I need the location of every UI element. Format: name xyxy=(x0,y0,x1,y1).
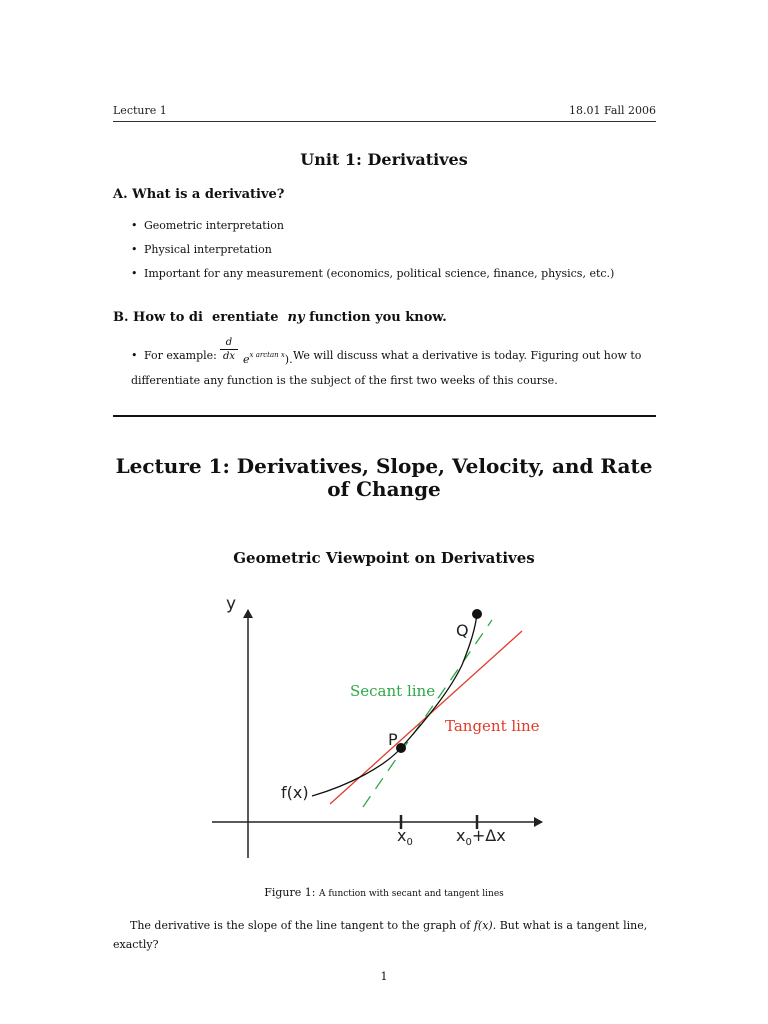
caption-text: A function with secant and tangent lines xyxy=(318,889,504,899)
example-rest: We will discuss what a derivative is today. Figuring out how to xyxy=(293,349,642,362)
section-b-heading xyxy=(113,310,447,325)
expr-close: ). xyxy=(284,353,293,366)
lecture-title: Lecture 1: Derivatives, Slope, Velocity, and Rate of Change xyxy=(115,454,653,501)
unit-title: Unit 1: Derivatives xyxy=(300,150,468,169)
page-number: 1 xyxy=(380,970,388,983)
header-right: 18.01 Fall 2006 xyxy=(569,104,656,117)
para-part-1: The derivative is the slope of the line tangent to the graph of xyxy=(130,919,474,932)
x0-base: x xyxy=(397,826,407,845)
header-left: Lecture 1 xyxy=(113,104,167,117)
x0-sub: 0 xyxy=(406,837,413,849)
section-b-heading-start: B. How to di erentiate xyxy=(113,310,288,325)
example-lead: • For example: xyxy=(144,349,217,362)
x0-dx-label xyxy=(456,826,506,848)
expr-base: e xyxy=(243,353,250,366)
list-item: • Geometric interpretation xyxy=(113,216,614,240)
section-b-heading-end: function you know. xyxy=(304,310,447,325)
section-a-heading: A. What is a derivative? xyxy=(113,187,285,202)
para-part-2: . But what is a tangent line, exactly? xyxy=(113,919,648,951)
list-item: • Important for any measurement (economics, political science, finance, physics, etc.) xyxy=(113,264,614,288)
x0-label xyxy=(397,826,413,848)
list-item: • Physical interpretation xyxy=(113,240,614,264)
y-axis-label: y xyxy=(226,594,237,614)
section-divider xyxy=(113,415,656,417)
x0dx-rest: +Δx xyxy=(471,826,506,845)
p-label: P xyxy=(388,730,398,749)
derivative-figure xyxy=(200,590,560,870)
figure-heading: Geometric Viewpoint on Derivatives xyxy=(233,549,535,567)
function-curve xyxy=(312,614,477,796)
header-rule xyxy=(113,121,656,122)
caption-prefix: Figure 1: xyxy=(264,886,319,899)
point-q xyxy=(472,609,482,619)
para-math: f(x) xyxy=(473,919,493,932)
example-line-1 xyxy=(113,337,658,365)
figure-caption xyxy=(0,886,768,899)
body-paragraph xyxy=(113,916,657,954)
example-block xyxy=(113,337,658,390)
fraction-numerator: d xyxy=(220,336,238,350)
fraction-denominator: dx xyxy=(222,351,236,362)
q-label: Q xyxy=(456,621,469,640)
derivative-fraction xyxy=(220,336,238,363)
x0dx-sub: 0 xyxy=(465,837,472,849)
expr-exponent: x arctan x xyxy=(249,351,285,359)
example-line-2: differentiate any function is the subject of the first two weeks of this course. xyxy=(131,374,558,387)
secant-line xyxy=(363,620,492,807)
exponential-expression xyxy=(243,346,293,369)
tangent-label: Tangent line xyxy=(445,717,540,735)
fx-label: f(x) xyxy=(281,783,309,802)
secant-label: Secant line xyxy=(350,682,436,700)
x0dx-base: x xyxy=(456,826,466,845)
section-a-list xyxy=(113,216,614,288)
section-b-heading-italic: ny xyxy=(287,310,305,325)
